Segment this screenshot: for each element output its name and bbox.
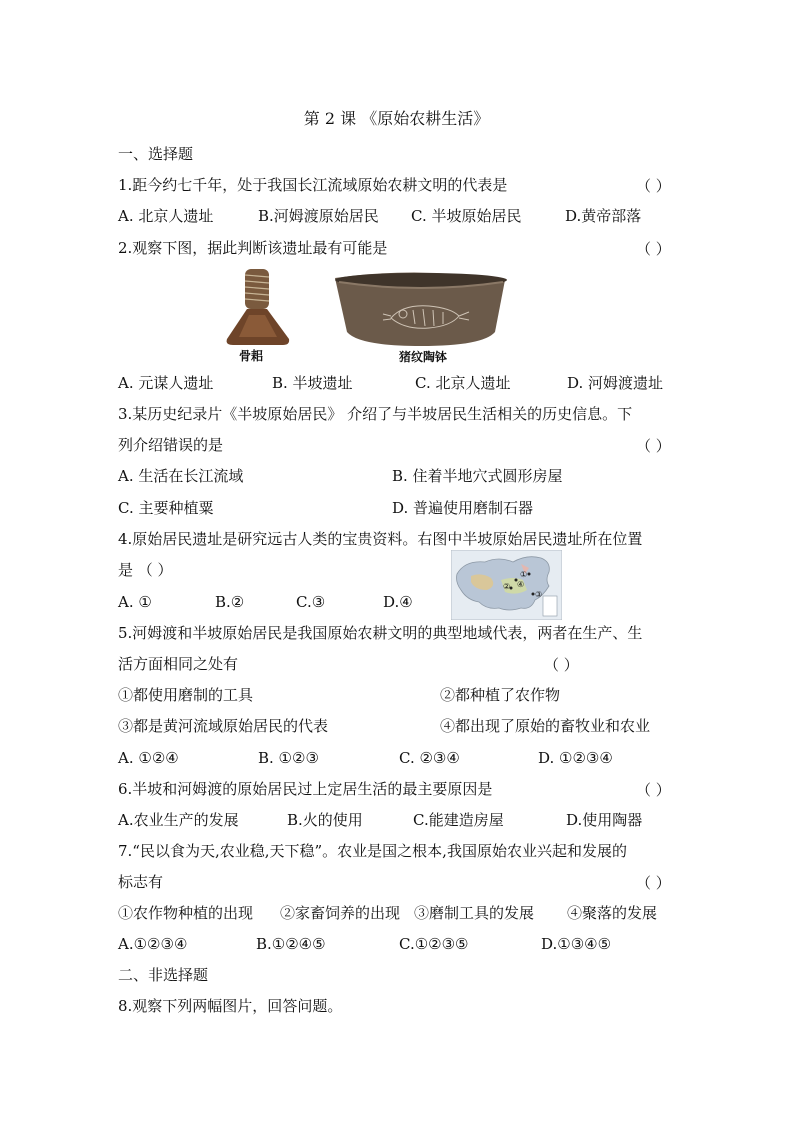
question-3-stem-line-1: 3.某历史纪录片《半坡原始居民》 介绍了与半坡居民生活相关的历史信息。下 xyxy=(118,405,633,423)
question-2-option-d: D. 河姆渡遗址 xyxy=(567,374,664,392)
question-7-item-1: ①农作物种植的出现 xyxy=(118,904,254,922)
map-mark-1: ① xyxy=(520,570,528,579)
question-6-stem: 6.半坡和河姆渡的原始居民过上定居生活的最主要原因是 xyxy=(118,780,493,798)
question-6-option-c: C.能建造房屋 xyxy=(413,811,504,829)
question-8-stem: 8.观察下列两幅图片，回答问题。 xyxy=(118,997,343,1015)
section-heading-non-choice: 二、非选择题 xyxy=(118,966,209,984)
question-7-stem-line-2: 标志有 xyxy=(118,873,164,891)
pig-bowl-image xyxy=(333,270,508,348)
question-3-answer-blank: （ ） xyxy=(636,437,671,455)
question-6-answer-blank: （ ） xyxy=(636,781,671,799)
question-6-option-d: D.使用陶器 xyxy=(566,811,643,829)
question-5-item-3: ③都是黄河流域原始居民的代表 xyxy=(118,717,329,735)
bone-spade-figure xyxy=(215,265,315,365)
question-3-option-a: A. 生活在长江流域 xyxy=(118,467,244,485)
map-mark-4: ④ xyxy=(517,580,525,589)
question-4-option-c: C.③ xyxy=(296,593,326,611)
question-7-item-2: ②家畜饲养的出现 xyxy=(280,904,401,922)
question-2-option-c: C. 北京人遗址 xyxy=(415,374,511,392)
question-7-answer-blank: （ ） xyxy=(636,874,671,892)
question-5-stem-line-2: 活方面相同之处有 xyxy=(118,655,239,673)
section-heading-choice: 一、选择题 xyxy=(118,145,194,163)
question-7-option-a: A.①②③④ xyxy=(118,935,188,953)
question-1-stem: 1.距今约七千年，处于我国长江流域原始农耕文明的代表是 xyxy=(118,176,508,194)
question-2-option-b: B. 半坡遗址 xyxy=(272,374,353,392)
question-3-option-b: B. 住着半地穴式圆形房屋 xyxy=(392,467,563,485)
question-7-stem-line-1: 7.“民以食为天,农业稳,天下稳”。农业是国之根本,我国原始农业兴起和发展的 xyxy=(118,842,627,860)
question-5-answer-blank: （ ） xyxy=(544,656,579,674)
question-1-option-d: D.黄帝部落 xyxy=(565,207,642,225)
question-2-answer-blank: （ ） xyxy=(636,240,671,258)
question-2-option-a: A. 元谋人遗址 xyxy=(118,374,214,392)
pig-bowl-figure xyxy=(333,270,508,365)
question-6-option-b: B.火的使用 xyxy=(287,811,363,829)
question-4-stem-line-2: 是 （ ） xyxy=(118,561,173,579)
question-7-item-3: ③磨制工具的发展 xyxy=(414,904,535,922)
map-mark-2: ② xyxy=(503,582,511,591)
question-1-answer-blank: （ ） xyxy=(636,177,671,195)
question-2-stem: 2.观察下图，据此判断该遗址最有可能是 xyxy=(118,239,388,257)
question-5-item-1: ①都使用磨制的工具 xyxy=(118,686,254,704)
question-1-option-b: B.河姆渡原始居民 xyxy=(258,207,379,225)
question-4-option-d: D.④ xyxy=(383,593,413,611)
question-5-item-2: ②都种植了农作物 xyxy=(440,686,561,704)
question-7-option-d: D.①③④⑤ xyxy=(541,935,612,953)
question-6-option-a: A.农业生产的发展 xyxy=(118,811,239,829)
question-1-option-c: C. 半坡原始居民 xyxy=(411,207,522,225)
page-title: 第 2 课 《原始农耕生活》 xyxy=(303,109,490,128)
bone-spade-image xyxy=(215,265,315,349)
bone-spade-caption: 骨耜 xyxy=(239,349,264,363)
question-5-option-d: D. ①②③④ xyxy=(538,749,613,767)
question-3-option-d: D. 普遍使用磨制石器 xyxy=(392,499,534,517)
question-5-option-b: B. ①②③ xyxy=(258,749,319,767)
question-1-option-a: A. 北京人遗址 xyxy=(118,207,214,225)
question-7-item-4: ④聚落的发展 xyxy=(567,904,658,922)
china-map-figure xyxy=(451,550,562,620)
question-7-option-c: C.①②③⑤ xyxy=(399,935,469,953)
question-5-stem-line-1: 5.河姆渡和半坡原始居民是我国原始农耕文明的典型地域代表，两者在生产、生 xyxy=(118,624,643,642)
question-5-item-4: ④都出现了原始的畜牧业和农业 xyxy=(440,717,651,735)
pig-bowl-caption: 猪纹陶钵 xyxy=(399,350,448,364)
question-4-option-b: B.② xyxy=(215,593,245,611)
question-3-option-c: C. 主要种植粟 xyxy=(118,499,214,517)
question-5-option-a: A. ①②④ xyxy=(118,749,179,767)
question-7-option-b: B.①②④⑤ xyxy=(256,935,326,953)
map-mark-3: ③ xyxy=(535,590,543,599)
question-4-stem-line-1: 4.原始居民遗址是研究远古人类的宝贵资料。右图中半坡原始居民遗址所在位置 xyxy=(118,530,643,548)
question-4-option-a: A. ① xyxy=(118,593,152,611)
question-5-option-c: C. ②③④ xyxy=(399,749,460,767)
question-3-stem-line-2: 列介绍错误的是 xyxy=(118,436,224,454)
